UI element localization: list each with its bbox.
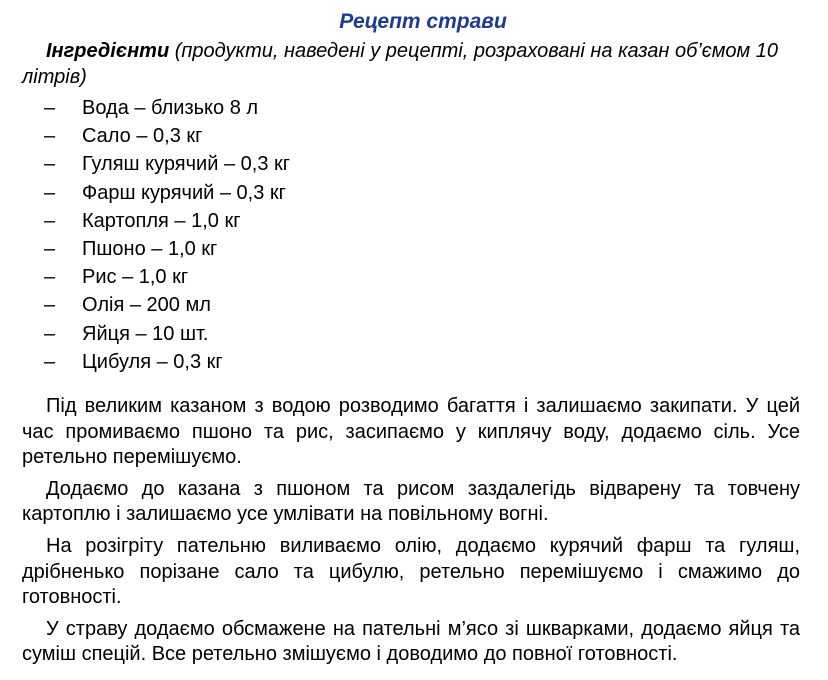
list-bullet: – [44,238,56,261]
ingredients-list [22,94,800,376]
ingredient-text: Фарш курячий – 0,3 кг [82,181,286,204]
list-item [22,207,800,235]
list-bullet: – [44,181,56,204]
ingredient-text: Картопля – 1,0 кг [82,209,241,232]
recipe-title: Рецепт страви [339,10,507,33]
list-bullet: – [44,266,56,289]
list-item [22,348,800,376]
list-item [22,122,800,150]
method-paragraph: Під великим казаном з водою розводимо багаття і залишаємо закипати. У цей час промиваємо пшоно та рис, засипаємо у киплячу воду, додаємо сіль. Усе ретельно перемішуємо. [22,395,800,469]
ingredients-note: (продукти, наведені у рецепті, розраховані на казан об’ємом 10 літрів) [22,40,779,88]
list-item [22,263,800,291]
list-bullet: – [44,350,56,373]
list-bullet: – [44,153,56,176]
method-paragraph: У страву додаємо обсмажене на пательні м’ясо зі шкварками, додаємо яйця та суміш спецій. Все ретельно змішуємо і доводимо до повної готовності. [22,617,800,666]
list-bullet: – [44,294,56,317]
method-section [22,394,800,668]
list-item [22,320,800,348]
list-bullet: – [44,125,56,148]
list-item [22,150,800,178]
list-item [22,291,800,319]
ingredient-text: Яйця – 10 шт. [82,322,209,345]
list-bullet: – [44,322,56,345]
list-bullet: – [44,97,56,119]
list-item [22,235,800,263]
ingredient-text: Сало – 0,3 кг [82,125,203,148]
method-paragraph: Додаємо до казана з пшоном та рисом заздалегідь відварену та товчену картоплю і залишаємо усе умлівати на повільному вогні. [22,477,800,526]
ingredients-intro [22,38,800,90]
method-paragraph: На розігріту пательню виливаємо олію, додаємо курячий фарш та гуляш, дрібненько порізане сало та цибулю, ретельно перемішуємо і смажимо до готовності. [22,535,800,609]
list-item [22,179,800,207]
ingredients-heading: Інгредієнти [46,40,170,62]
ingredient-text: Цибуля – 0,3 кг [82,350,223,373]
ingredient-text: Вода – близько 8 л [82,97,259,119]
list-bullet: – [44,209,56,232]
ingredient-text: Пшоно – 1,0 кг [82,238,218,261]
ingredient-text: Гуляш курячий – 0,3 кг [82,153,291,176]
ingredient-text: Олія – 200 мл [82,294,211,317]
ingredient-text: Рис – 1,0 кг [82,266,189,289]
list-item [22,94,800,122]
